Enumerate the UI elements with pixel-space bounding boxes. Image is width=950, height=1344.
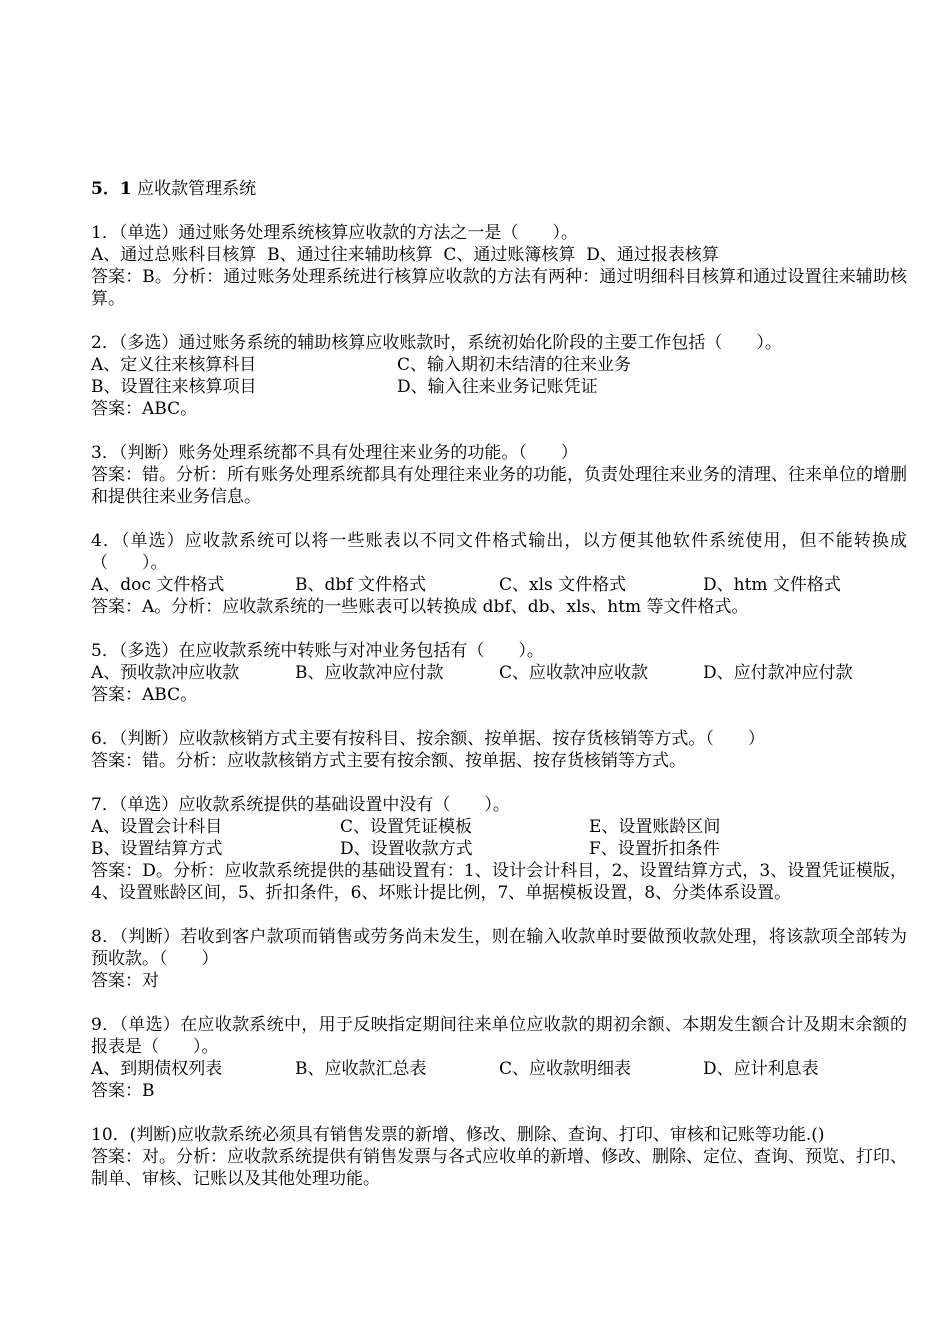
question-answer: 答案：对	[91, 971, 159, 991]
question-stem: 5．（多选）在应收款系统中转账与对冲业务包括有（ ）。	[91, 641, 544, 661]
question-answer: 答案：错。分析：所有账务处理系统都具有处理往来业务的功能，负责处理往来业务的清理、往来单位的增删和提供往来业务信息。	[91, 465, 907, 507]
question-options	[91, 354, 907, 398]
option: D、htm 文件格式	[703, 575, 841, 595]
question-stem: 6．（判断）应收款核销方式主要有按科目、按余额、按单据、按存货核销等方式。（ ）	[91, 729, 765, 749]
option: B、应收款冲应付款	[295, 663, 444, 683]
question-7	[91, 794, 907, 904]
option: A、设置会计科目	[91, 817, 223, 837]
question-stem: 2．（多选）通过账务系统的辅助核算应收账款时，系统初始化阶段的主要工作包括（ ）。	[91, 333, 782, 353]
question-answer: 答案：B	[91, 1081, 155, 1101]
question-options	[91, 662, 907, 684]
option: D、应付款冲应付款	[703, 663, 853, 683]
option: A、doc 文件格式	[91, 575, 225, 595]
question-answer: 答案：错。分析：应收款核销方式主要有按余额、按单据、按存货核销等方式。	[91, 751, 686, 771]
option: B、dbf 文件格式	[295, 575, 426, 595]
option: E、设置账龄区间	[589, 817, 721, 837]
option: D、输入往来业务记账凭证	[397, 377, 598, 397]
question-stem: 8．（判断）若收到客户款项而销售或劳务尚未发生，则在输入收款单时要做预收款处理，将该款项全部转为预收款。（ ）	[91, 927, 907, 969]
question-answer: 答案：A。分析：应收款系统的一些账表可以转换成 dbf、db、xls、htm 等文件格式。	[91, 597, 749, 617]
option: C、输入期初未结清的往来业务	[397, 355, 632, 375]
option: A、预收款冲应收款	[91, 663, 240, 683]
section-number: 5．1	[91, 179, 132, 199]
section-title: 应收款管理系统	[137, 179, 257, 199]
question-answer: 答案：ABC。	[91, 685, 198, 705]
option: A、定义往来核算科目	[91, 355, 257, 375]
question-4	[91, 530, 907, 618]
question-answer: 答案：对。分析：应收款系统提供有销售发票与各式应收单的新增、修改、删除、定位、查询、预览、打印、制单、审核、记账以及其他处理功能。	[91, 1147, 907, 1189]
option: C、应收款冲应收款	[499, 663, 649, 683]
question-9	[91, 1014, 907, 1102]
option: A、到期债权列表	[91, 1059, 223, 1079]
question-stem: 10．(判断)应收款系统必须具有销售发票的新增、修改、删除、查询、打印、审核和记账等功能.()	[91, 1125, 825, 1145]
document-content	[91, 178, 907, 1212]
question-options: A、通过总账科目核算 B、通过往来辅助核算 C、通过账簿核算 D、通过报表核算	[91, 245, 719, 265]
question-options	[91, 574, 907, 596]
question-answer: 答案：ABC。	[91, 399, 198, 419]
question-8	[91, 926, 907, 992]
option: C、xls 文件格式	[499, 575, 627, 595]
question-answer: 答案：B。分析：通过账务处理系统进行核算应收款的方法有两种：通过明细科目核算和通过设置往来辅助核算。	[91, 267, 907, 309]
option: C、设置凭证模板	[340, 817, 473, 837]
question-6	[91, 728, 907, 772]
section-heading	[91, 178, 907, 200]
question-stem: 4．（单选）应收款系统可以将一些账表以不同文件格式输出，以方便其他软件系统使用，但不能转换成（ ）。	[91, 531, 907, 573]
option: B、设置往来核算项目	[91, 377, 257, 397]
question-stem: 9．（单选）在应收款系统中，用于反映指定期间往来单位应收款的期初余额、本期发生额合计及期末余额的报表是（ ）。	[91, 1015, 907, 1057]
question-options	[91, 816, 907, 860]
question-1	[91, 222, 907, 310]
question-10	[91, 1124, 907, 1190]
option: B、设置结算方式	[91, 839, 223, 859]
option: D、应计利息表	[703, 1059, 819, 1079]
option: C、应收款明细表	[499, 1059, 632, 1079]
question-options	[91, 1058, 907, 1080]
option: F、设置折扣条件	[589, 839, 720, 859]
option: B、应收款汇总表	[295, 1059, 427, 1079]
question-stem: 7．（单选）应收款系统提供的基础设置中没有（ ）。	[91, 795, 510, 815]
question-answer: 答案：D。分析：应收款系统提供的基础设置有：1、设计会计科目，2、设置结算方式，3、设置凭证模版，4、设置账龄区间，5、折扣条件，6、坏账计提比例，7、单据模板设置，8、分类体系设置。	[91, 861, 907, 903]
question-3	[91, 442, 907, 508]
option: D、设置收款方式	[340, 839, 473, 859]
question-2	[91, 332, 907, 420]
question-5	[91, 640, 907, 706]
question-stem: 3．（判断）账务处理系统都不具有处理往来业务的功能。（ ）	[91, 443, 578, 463]
question-stem: 1．（单选）通过账务处理系统核算应收款的方法之一是（ ）。	[91, 223, 578, 243]
